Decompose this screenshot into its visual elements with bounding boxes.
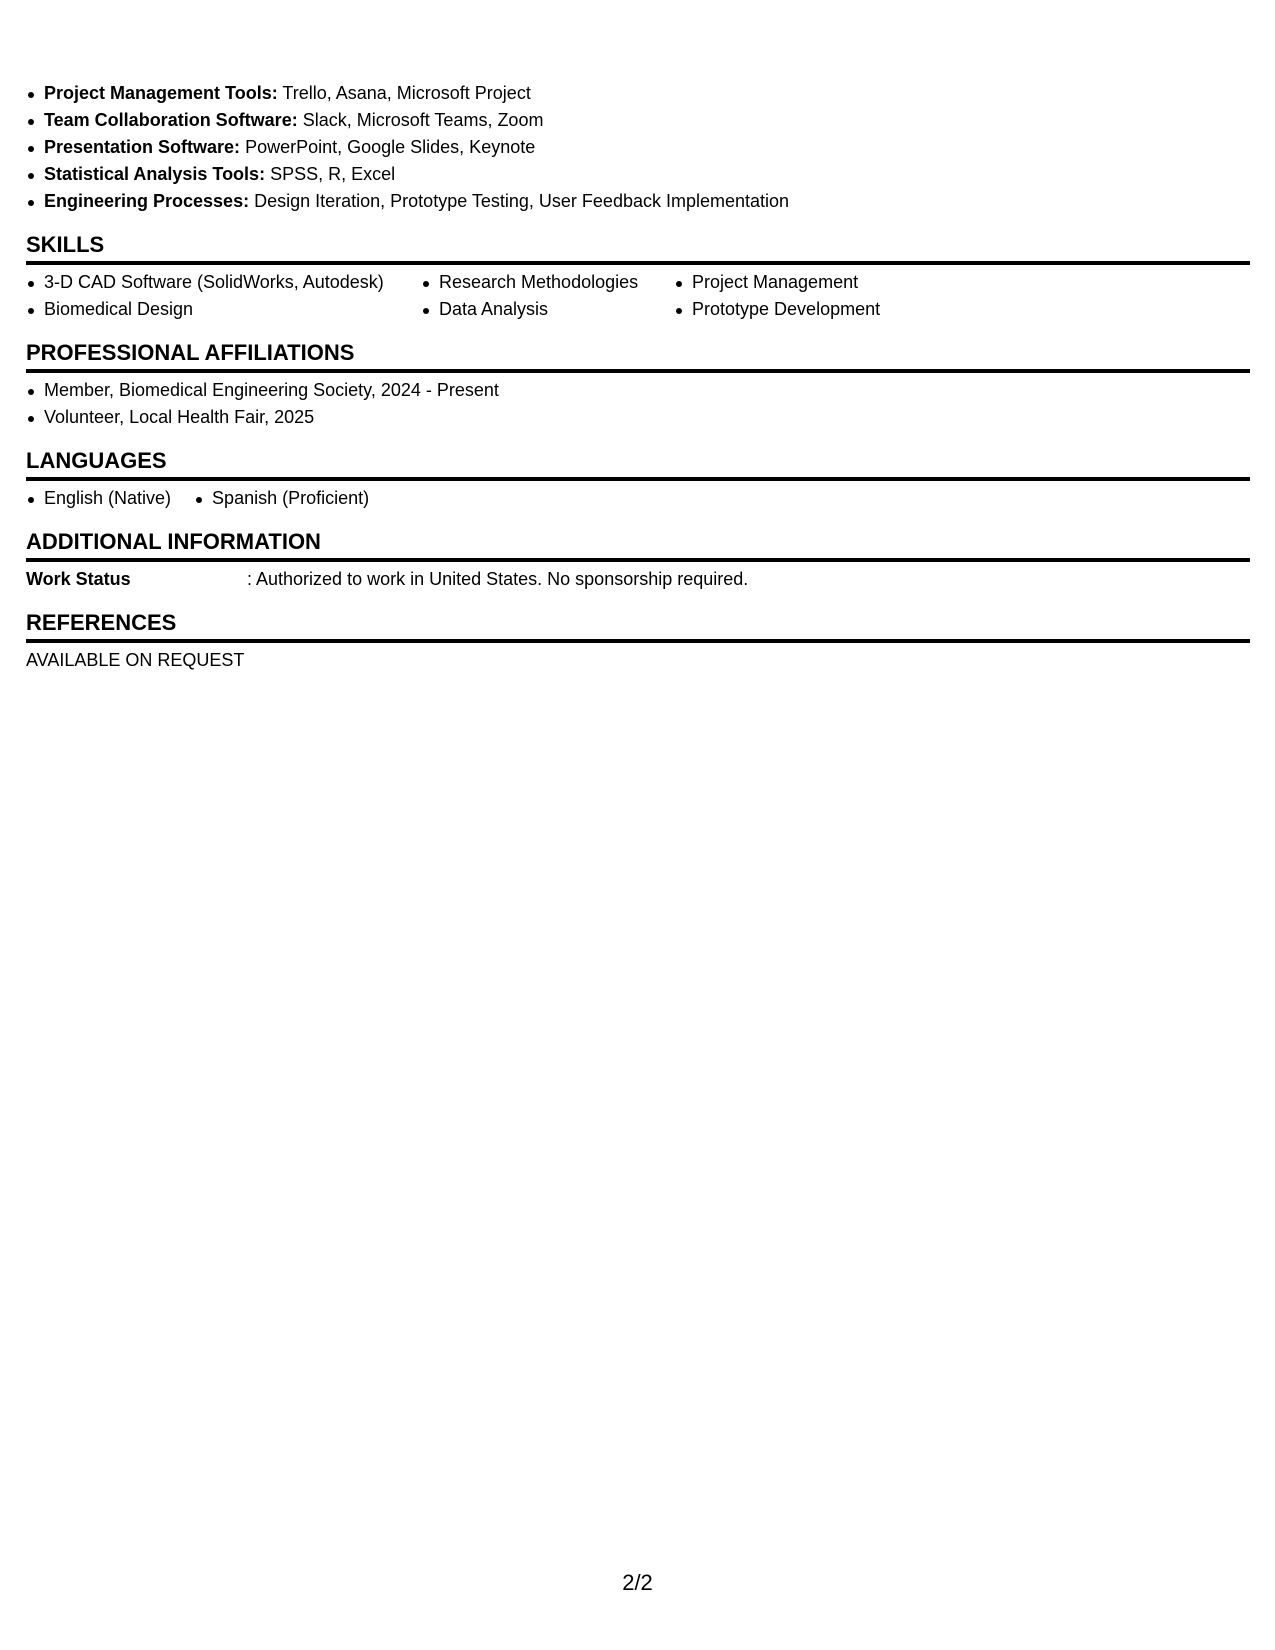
skills-column	[421, 269, 674, 323]
list-item: Spanish (Proficient)	[194, 485, 369, 512]
references-section	[26, 610, 1250, 674]
list-item: Research Methodologies	[421, 269, 674, 296]
tool-value: Design Iteration, Prototype Testing, User Feedback Implementation	[254, 191, 790, 211]
tool-value: PowerPoint, Google Slides, Keynote	[245, 137, 536, 157]
list-item	[26, 161, 1250, 188]
languages-section	[26, 448, 1250, 512]
tool-value: SPSS, R, Excel	[270, 164, 396, 184]
tool-label: Engineering Processes:	[44, 191, 250, 211]
tool-label: Team Collaboration Software:	[44, 110, 298, 130]
list-item	[26, 107, 1250, 134]
section-title: LANGUAGES	[26, 448, 1250, 481]
list-item: 3-D CAD Software (SolidWorks, Autodesk)	[26, 269, 421, 296]
tool-label: Project Management Tools:	[44, 83, 278, 103]
tools-list	[26, 80, 1250, 215]
skills-column	[674, 269, 974, 323]
section-title: REFERENCES	[26, 610, 1250, 643]
list-item: Project Management	[674, 269, 974, 296]
list-item: Biomedical Design	[26, 296, 421, 323]
tool-label: Presentation Software:	[44, 137, 241, 157]
section-title: PROFESSIONAL AFFILIATIONS	[26, 340, 1250, 373]
list-item: Data Analysis	[421, 296, 674, 323]
tool-value: Trello, Asana, Microsoft Project	[282, 83, 531, 103]
skills-column	[26, 269, 421, 323]
list-item	[26, 80, 1250, 107]
affiliations-list	[26, 377, 1250, 431]
page-number: 2/2	[622, 1570, 653, 1595]
skills-section	[26, 232, 1250, 323]
list-item: Volunteer, Local Health Fair, 2025	[26, 404, 1250, 431]
work-status-label: Work Status	[26, 569, 131, 589]
list-item	[26, 134, 1250, 161]
references-text: AVAILABLE ON REQUEST	[26, 650, 245, 670]
work-status-row	[26, 566, 1250, 593]
list-item: Prototype Development	[674, 296, 974, 323]
section-title: ADDITIONAL INFORMATION	[26, 529, 1250, 562]
section-title: SKILLS	[26, 232, 1250, 265]
tool-value: Slack, Microsoft Teams, Zoom	[302, 110, 544, 130]
skills-grid	[26, 269, 1250, 323]
list-item: Member, Biomedical Engineering Society, 2024 - Present	[26, 377, 1250, 404]
languages-list	[26, 485, 1250, 512]
work-status-value: : Authorized to work in United States. No sponsorship required.	[247, 569, 749, 589]
resume-page	[26, 80, 1250, 674]
tool-label: Statistical Analysis Tools:	[44, 164, 266, 184]
additional-info-section	[26, 529, 1250, 593]
list-item: English (Native)	[26, 485, 171, 512]
list-item	[26, 188, 1250, 215]
affiliations-section	[26, 340, 1250, 431]
